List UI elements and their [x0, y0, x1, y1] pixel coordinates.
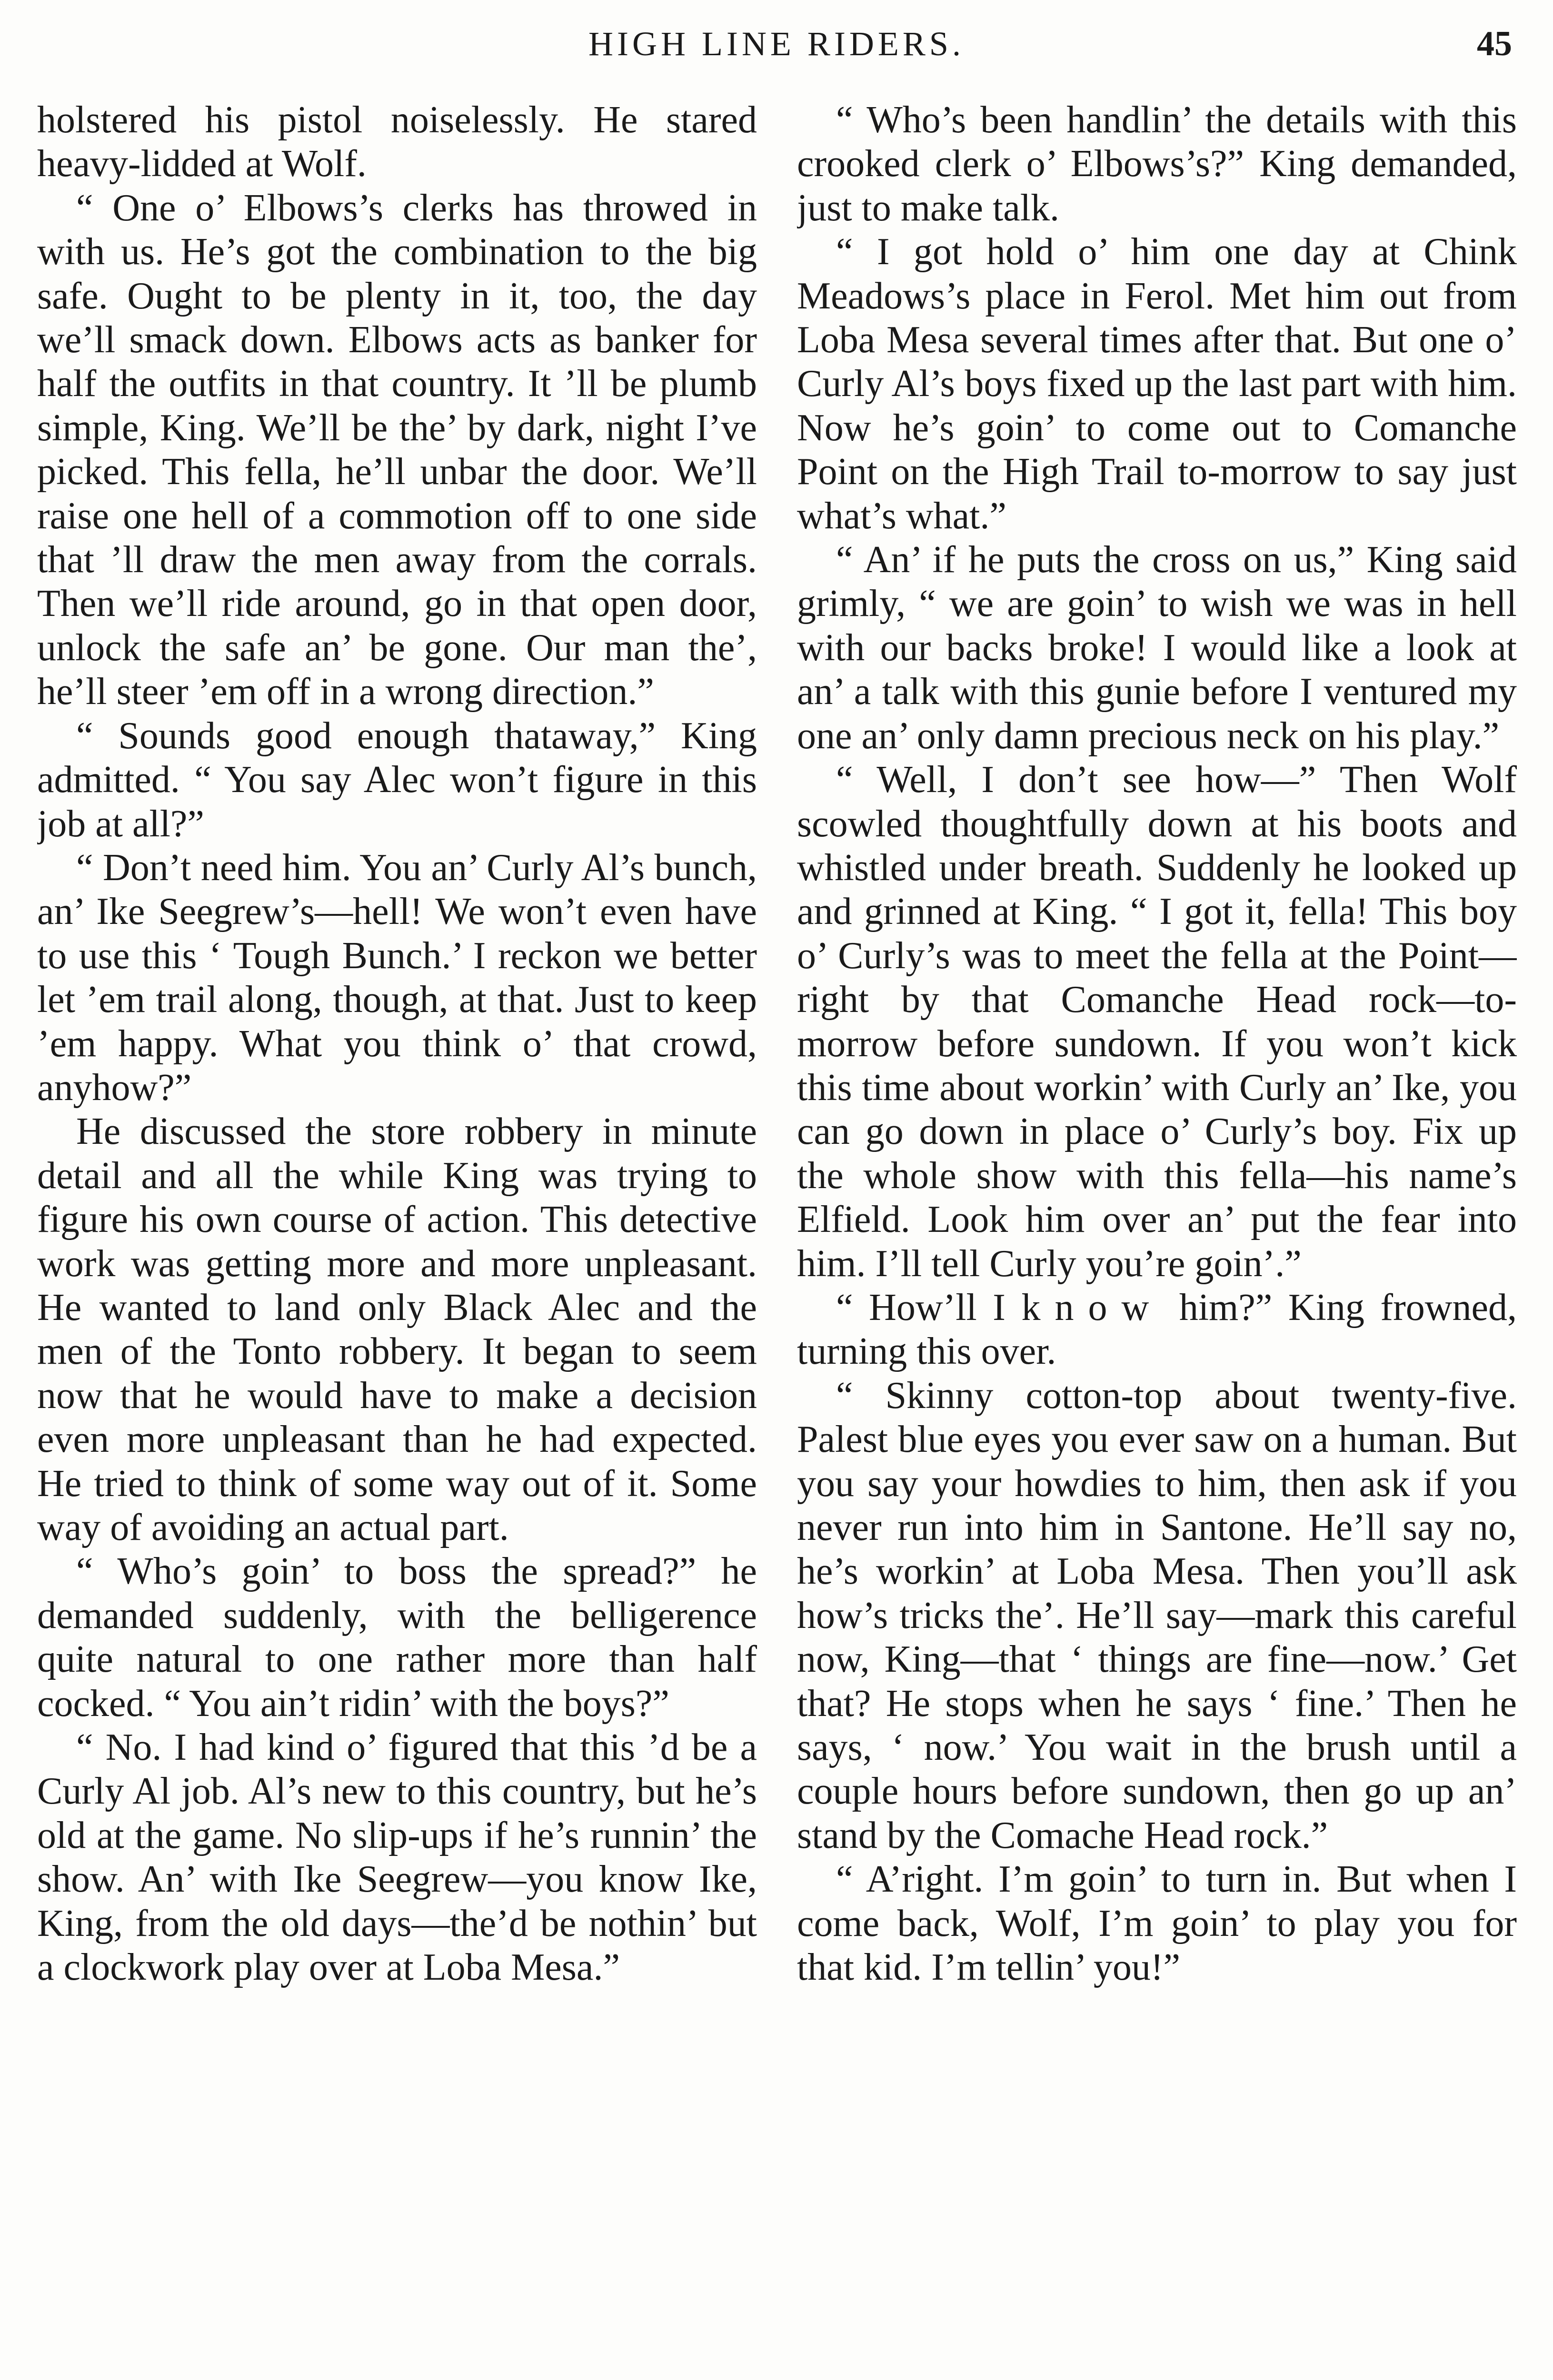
running-title: HIGH LINE RIDERS. [588, 25, 965, 63]
paragraph: “ Who’s been handlin’ the details with this crooked clerk o’ Elbows’s?” King demanded, just to make talk. [797, 99, 1517, 229]
paragraph: “ Skinny cotton-top about twenty-five. Palest blue eyes you ever saw on a human. But you say your howdies to him, then ask if you never run into him in Santone. He’ll say no, he’s workin’ at Loba Mesa. Then you’ll ask how’s tricks the’. He’ll say—mark this careful now, King—that ‘ things are fine—now.’ Get that? He stops when he says ‘ fine.’ Then he says, ‘ now.’ You wait in the brush until a couple hours before sundown, then go up an’ stand by the Comache Head rock.” [797, 1374, 1517, 1856]
paragraph: He discussed the store robbery in minute detail and all the while King was trying to figure his own course of action. This detective work was getting more and more unpleasant. He wanted to land only Black Alec and the men of the Tonto robbery. It began to seem now that he would have to make a decision even more unpleasant than he had expected. He tried to think of some way out of it. Some way of avoiding an actual part. [37, 1111, 757, 1548]
spaced-word: know [1021, 1286, 1164, 1329]
paragraph: “ No. I had kind o’ figured that this ’d be a Curly Al job. Al’s new to this country, but he’s old at the game. No slip-ups if he’s runnin’ the show. An’ with Ike Seegrew—you know Ike, King, from the old days—the’d be nothin’ but a clockwork play over at Loba Mesa.” [37, 1726, 757, 1989]
right-text-column [797, 98, 1517, 2364]
paragraph: “ Well, I don’t see how—” Then Wolf scowled thoughtfully down at his boots and whistled under breath. Suddenly he looked up and grinned at King. “ I got it, fella! This boy o’ Curly’s was to meet the fella at the Point—right by that Comanche Head rock—to-morrow before sundown. If you won’t kick this time about workin’ with Curly an’ Ike, you can go down in place o’ Curly’s boy. Fix up the whole show with this fella—his name’s Elfield. Look him over an’ put the fear into him. I’ll tell Curly you’re goin’.” [797, 759, 1517, 1285]
paragraph: “ A’right. I’m goin’ to turn in. But when I come back, Wolf, I’m goin’ to play you for that kid. I’m tellin’ you!” [797, 1858, 1517, 1989]
paragraph: holstered his pistol noiselessly. He stared heavy-lidded at Wolf. [37, 99, 757, 185]
paragraph: “ One o’ Elbows’s clerks has throwed in with us. He’s got the combination to the big safe. Ought to be plenty in it, too, the day we’ll smack down. Elbows acts as banker for half the outfits in that country. It ’ll be plumb simple, King. We’ll be the’ by dark, night I’ve picked. This fella, he’ll unbar the door. We’ll raise one hell of a commotion off to one side that ’ll draw the men away from the corrals. Then we’ll ride around, go in that open door, unlock the safe an’ be gone. Our man the’, he’ll steer ’em off in a wrong direction.” [37, 187, 757, 713]
page-number: 45 [1477, 24, 1512, 63]
paragraph: “ How’ll I know him?” King frowned, turning this over. [797, 1286, 1517, 1373]
page-header [0, 17, 1553, 65]
paragraph: “ An’ if he puts the cross on us,” King said grimly, “ we are goin’ to wish we was in hell with our backs broke! I would like a look at an’ a talk with this gunie before I ventured my one an’ only damn precious neck on his play.” [797, 539, 1517, 757]
paragraph: “ I got hold o’ him one day at Chink Meadows’s place in Ferol. Met him out from Loba Mesa several times after that. But one o’ Curly Al’s boys fixed up the last part with him. Now he’s goin’ to come out to Comanche Point on the High Trail to-morrow to say just what’s what.” [797, 231, 1517, 537]
paragraph: “ Sounds good enough thataway,” King admitted. “ You say Alec won’t figure in this job at all?” [37, 714, 757, 845]
paragraph: “ Who’s goin’ to boss the spread?” he demanded suddenly, with the belligerence quite natural to one rather more than half cocked. “ You ain’t ridin’ with the boys?” [37, 1550, 757, 1725]
paragraph: “ Don’t need him. You an’ Curly Al’s bunch, an’ Ike Seegrew’s—hell! We won’t even have to use this ‘ Tough Bunch.’ I reckon we better let ’em trail along, though, at that. Just to keep ’em happy. What you think o’ that crowd, anyhow?” [37, 846, 757, 1109]
left-text-column [37, 98, 757, 2364]
